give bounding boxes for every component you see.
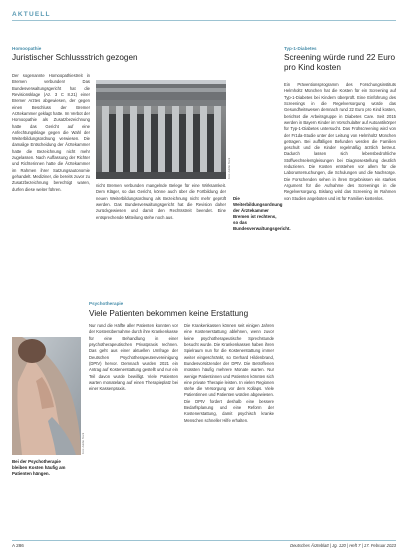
footer-rule (12, 540, 396, 541)
photo1-caption: Die Weiterbildungsordnung der Ärztekammer Bremen ist rechtens, so das Bundesverwaltungsgericht. (233, 196, 291, 231)
article1-column-1: Der sogenannte Homoopathiestreit in Bremen verbunden! Das Bundesverwaltungsgericht hat die Revisionsklage (Az. 3 C 8.21) einer Bremer Arztes abgewiesen, der gegen einen Beschluss der Bremer Arztekammer geklagt hatte. Im Verbot der Homoopathie als Zusatzbezeichnung hatte das Gericht auf eine Anfechtungsklage gegen die Wahl der Weiterbildungsordnung verwiesen. Die damalige Entscheidung der Ärztekammer hatte die Bezeichnung nicht mehr zugelassen. Nach Auffassung der Richter und Richterinnen hatte die Ärztekammer im Rahmen ihrer Satzungsautonomie gehandelt. Mediziner, die bereits zuvor zu Zusatzbezeichnung berechtigt waren, durfen diese weiter führen. (12, 73, 90, 192)
photo2-caption: Bei der Psychotherapie bleiben Kosten häufig am Patienten hängen. (12, 459, 66, 476)
article1-kicker: Homoopathie (12, 46, 42, 51)
article3-kicker: Psychotherapie (89, 301, 124, 306)
article1-column-2: nicht Bremen verbunden mangelnde Belege für eine Wirksamkeit. Dem Kläger, so das Gericht, könne auch über die Fortbildung der neuen Weiterbildungsordnung als Bezeichnung nicht mehr geprüft werden. Das Bundesverwaltungsgericht hat die Revision daher zurückgewiesen und damit den Rechtsstreit beendet. Eine entsprechende Mitteilung stehe noch aus. (96, 183, 226, 220)
article3-column-2: Die Krankenkassen können seit einigen Jahren eine Kostenerstattung ablehnen, wenn zuvor keine psychotherapeutische Sprechstunde besucht wurde. Die Krankenkassen haben ihren Spielraum nun für die Kostenerstattung immer weiter eingeschränkt, so Gerhard Hildenbrand, Bundesvorsitzender der DPtV. Die Betroffenen müssten häufig mehrere Monate warten. Nur wenige Patientinnen und Patienten könnten sich eine private Therapie leisten. In vielen Regionen stehe die Versorgung vor dem Kollaps. Viele Patientinnen und Patienten würden abgewiesen. Die DPtV fordert deshalb eine bessere Bedarfsplanung und eine Reform der Kostenerstattung, damit psychisch kranke Menschen schneller Hilfe erhalten. (184, 323, 274, 423)
building-photo (96, 80, 226, 179)
header-rule (12, 20, 396, 21)
article2-kicker: Typ-1-Diabetes (284, 46, 317, 51)
page-number: A 286 (12, 543, 24, 548)
photo2-credit: Foto: Adobe Stock (82, 432, 85, 454)
article3-column-1: Nur rund die Hälfte aller Patienten konnten vor der Kostenübernahme durch ihre Krankenkasse für eine Behandlung in einer psychotherapeutischen Privatpraxis rechnen. Das geht aus einer aktuellen Umfrage der Deutschen Psychotherapeutenvereinigung (DPtV) hervor. Demnach wurden 2021 ein Antrag auf Kostenerstattung gestellt und nur ein Teil davon wurde bewilligt. Viele Patienten warten monatelang auf einen Therapieplatz bei einer Kassenpraxis. (89, 323, 178, 392)
article2-body: Ein Präventionsprogramm des Forschungsinstituts Helmholtz München hat die Kosten für ein Screening auf Typ-1-Diabetes bei Kindern überprüft. Eine Einführung des Screenings in die Regelversorgung würde das Gesundheitswesen demnach rund 22 Euro pro Kind kosten, berichtet die Arbeitsgruppe in Diabetes Care. Seit 2015 werden in Bayern Kinder im Vorschulalter auf Autoantikörper für Typ-1-Diabetes untersucht. Das Frühscreening wird von der Fr1da-Studie unter der Leitung von Helmholtz München getragen. Bei auffälligen Befunden werden die Familien geschult und die Kinder regelmäßig ärztlich betreut. Dadurch lassen sich lebensbedrohliche Stoffwechselentgleisungen bei Diagnosestellung deutlich reduzieren. Die Kosten entstehen vor allem für die Laboruntersuchungen, die Schulungen und die Nachsorge. Die Forschenden sehen in ihren Ergebnissen ein starkes Argument für die Aufnahme des Screenings in die Regelversorgung. Bislang wird das Screening im Rahmen von Studien angeboten und ist für Familien kostenlos. (284, 82, 396, 201)
article2-title: Screening würde rund 22 Euro pro Kind kosten (284, 53, 396, 72)
article3-title: Viele Patienten bekommen keine Erstattung (89, 309, 249, 318)
article1-title: Juristischer Schlussstrich gezogen (12, 53, 138, 62)
journal-info: Deutsches Ärzteblatt | Jg. 120 | Heft 7 | 17. Februar 2023 (290, 543, 396, 548)
patient-photo (12, 337, 81, 455)
photo1-credit: Foto: Adobe Stock (228, 157, 231, 179)
section-header: AKTUELL (12, 11, 51, 18)
